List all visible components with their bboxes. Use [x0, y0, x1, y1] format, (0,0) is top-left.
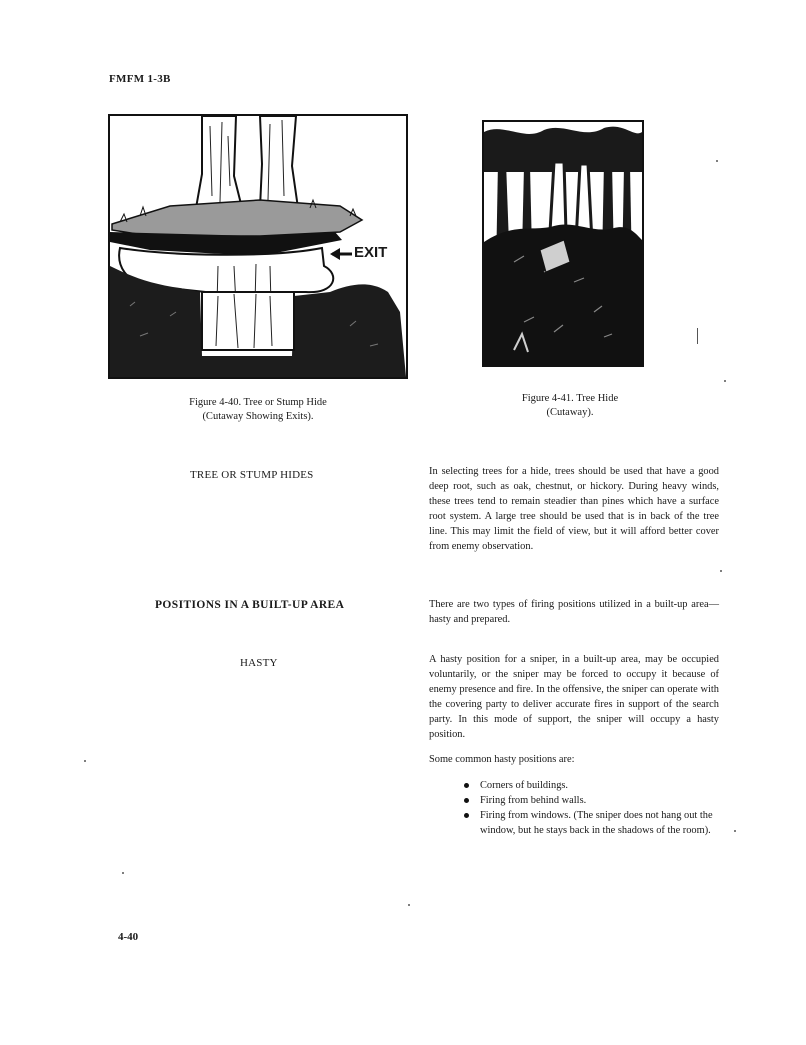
- page-footer: 4-40: [118, 931, 139, 943]
- list-item-text: Firing from behind walls.: [480, 795, 587, 806]
- caption-line: (Cutaway).: [546, 407, 594, 418]
- tree-stump-hides-heading: TREE OR STUMP HIDES: [190, 469, 314, 481]
- list-item-text: Corners of buildings.: [480, 780, 569, 791]
- scan-speck: [697, 328, 698, 344]
- caption-line: (Cutaway Showing Exits).: [202, 411, 314, 422]
- bullet-icon: [464, 813, 469, 818]
- exit-label: EXIT: [354, 244, 388, 261]
- built-up-area-text: There are two types of firing positions utilized in a built-up area—hasty and prepared.: [429, 599, 719, 625]
- hasty-heading: HASTY: [240, 657, 278, 669]
- list-item: [464, 793, 720, 808]
- figure-tree-stump-hide: [108, 114, 408, 379]
- figure-4-41-caption: [500, 392, 640, 420]
- list-item: [464, 778, 720, 793]
- list-item-text: Firing from windows. (The sniper does not hang out the window, but he stays back in the shadows of the room).: [480, 810, 713, 836]
- list-item: [464, 808, 720, 838]
- scan-speck: [84, 760, 86, 762]
- figure-4-40-caption: [168, 396, 348, 424]
- tree-stump-hides-text: In selecting trees for a hide, trees should be used that have a good deep root, such as oak, chestnut, or hickory. During heavy winds, these trees tend to remain steadier than pines which have a surface root system. A large tree should be used that is in back of the tree line. This may limit the field of view, but it will afford better cover from enemy observation.: [429, 466, 719, 552]
- page-header: FMFM 1-3B: [109, 73, 171, 85]
- tree-hide-illustration: [484, 122, 642, 365]
- scan-speck: [724, 380, 726, 382]
- scan-speck: [122, 872, 124, 874]
- hasty-text: A hasty position for a sniper, in a built-up area, may be occupied voluntarily, or the sniper may be forced to occupy it because of enemy presence and fire. In the offensive, the sniper can operate with the covering party to deliver accurate fires in support of the search party. In this mode of support, the sniper will occupy a hasty position.: [429, 654, 719, 740]
- caption-line: Figure 4-41. Tree Hide: [521, 393, 619, 404]
- bullet-icon: [464, 783, 469, 788]
- caption-line: Figure 4-40. Tree or Stump Hide: [189, 397, 327, 408]
- bullet-icon: [464, 798, 469, 803]
- scan-speck: [720, 570, 722, 572]
- scan-speck: [408, 904, 410, 906]
- scan-speck: [716, 160, 718, 162]
- figure-tree-hide: [482, 120, 644, 367]
- built-up-area-heading: POSITIONS IN A BUILT-UP AREA: [155, 599, 345, 611]
- hasty-positions-list: [464, 778, 720, 838]
- scan-speck: [734, 830, 736, 832]
- hasty-list-intro: Some common hasty positions are:: [429, 754, 575, 765]
